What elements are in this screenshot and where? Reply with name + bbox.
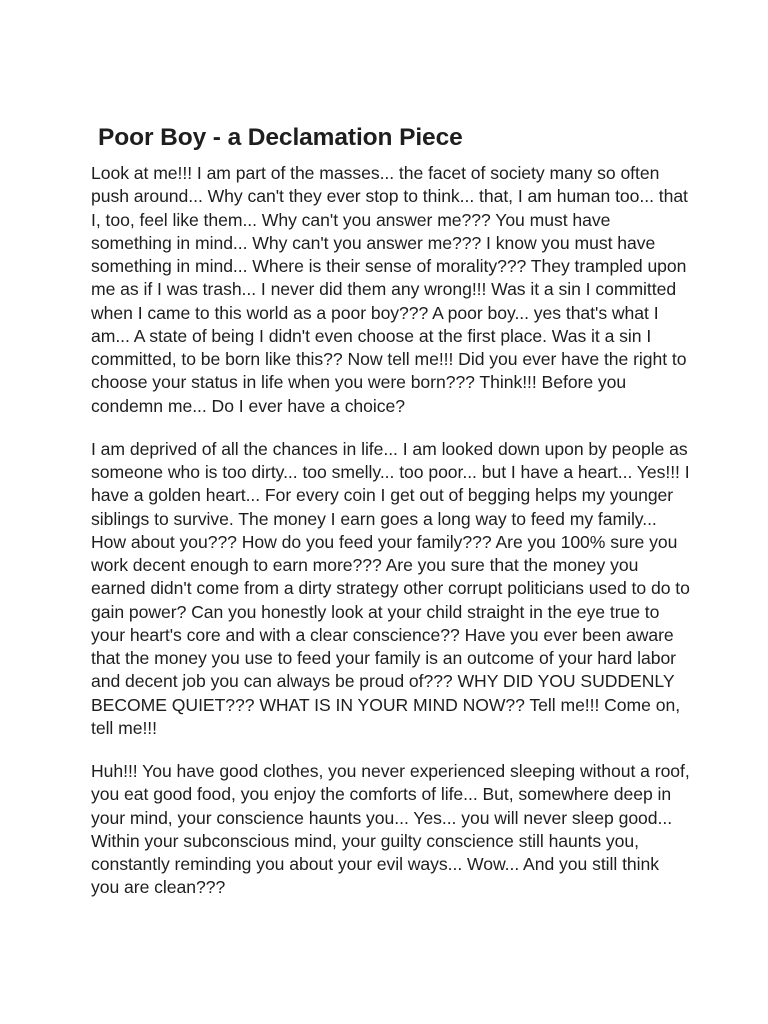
paragraph-1: Look at me!!! I am part of the masses... the facet of society many so often push around... Why can't they ever stop to think... that, I am human too... that I, too, feel like them... Why can't you answer me??? You must have something in mind... Why can't you answer me??? I know you must have something in mind... Where is their sense of morality??? They trampled upon me as if I was trash... I never did them any wrong!!! Was it a sin I committed when I came to this world as a poor boy??? A poor boy... yes that's what I am... A state of being I didn't even choose at the first place. Was it a sin I committed, to be born like this?? Now tell me!!! Did you ever have the right to choose your status in life when you were born??? Think!!! Before you condemn me... Do I ever have a choice? xyxy=(91,163,688,416)
paragraph-3: Huh!!! You have good clothes, you never experienced sleeping without a roof, you eat good food, you enjoy the comforts of life... But, somewhere deep in your mind, your conscience haunts you... Yes... you will never sleep good... Within your subconscious mind, your guilty conscience still haunts you, constantly reminding you about your evil ways... Wow... And you still think you are clean??? xyxy=(91,761,690,898)
page-title: Poor Boy - a Declamation Piece xyxy=(98,124,463,151)
paragraph-2: I am deprived of all the chances in life... I am looked down upon by people as someone who is too dirty... too smelly... too poor... but I have a heart... Yes!!! I have a golden heart... For every coin I get out of begging helps my younger siblings to survive. The money I earn goes a long way to feed my family... How about you??? How do you feed your family??? Are you 100% sure you work decent enough to earn more??? Are you sure that the money you earned didn't come from a dirty strategy other corrupt politicians used to do to gain power? Can you honestly look at your child straight in the eye true to your heart's core and with a clear conscience?? Have you ever been aware that the money you use to feed your family is an outcome of your hard labor and decent job you can always be proud of??? WHY DID YOU SUDDENLY BECOME QUIET??? WHAT IS IN YOUR MIND NOW?? Tell me!!! Come on, tell me!!! xyxy=(91,438,690,738)
document-body xyxy=(91,162,691,900)
